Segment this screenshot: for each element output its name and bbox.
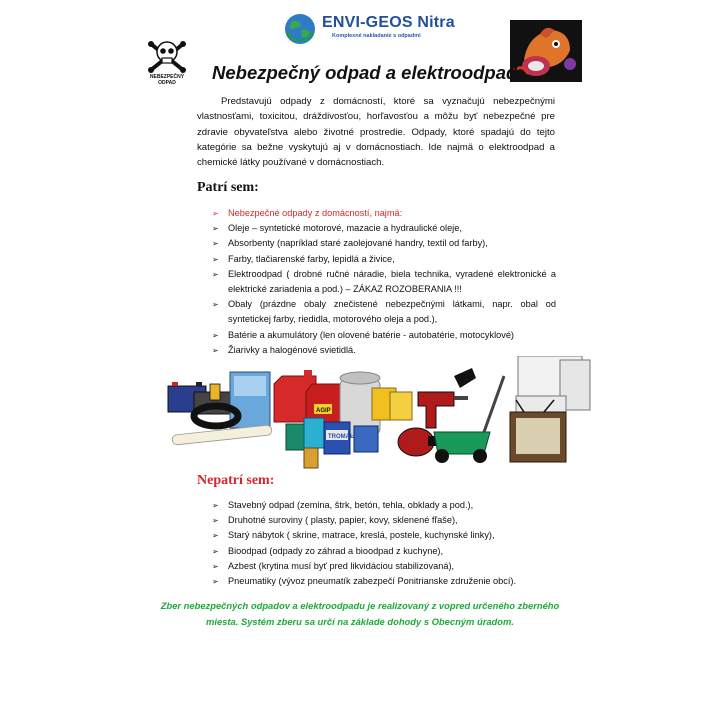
- arrow-bullet-icon: ➢: [212, 209, 219, 218]
- list-item: ➢ Stavebný odpad (zemina, štrk, betón, tehla, obklady a pod.),: [212, 498, 556, 513]
- intro-text: Predstavujú odpady z domácností, ktoré sa vyznačujú nebezpečnými vlastnosťami, toxicitou, dráždivosťou, horľavosťou a môžu byť nebezpečné pre zdravie obyvateľstva alebo životné prostredie. Odpady, ktoré spadajú do tejto kategórie sa bežne vyskytujú aj v domácnostiach. Ide najmä o elektroodpad a chemické látky používané v domácnostiach.: [197, 96, 555, 169]
- arrow-bullet-icon: ➢: [212, 546, 219, 556]
- list-item: ➢ Nebezpečné odpady z domácností, najmä:: [212, 206, 556, 221]
- list-item: ➢ Elektroodpad ( drobné ručné náradie, biela technika, vyradené elektronické a elektrické zariadenia a pod.) – ZÁKAZ ROZOBERANIA !!!: [212, 268, 556, 295]
- list-item: ➢ Druhotné suroviny ( plasty, papier, kovy, sklenené fľaše),: [212, 513, 556, 528]
- arrow-bullet-icon: ➢: [212, 577, 219, 587]
- logo-title: ENVI-GEOS Nitra: [322, 14, 455, 31]
- list-item: ➢ Oleje – syntetické motorové, mazacie a hydraulické oleje,: [212, 221, 556, 236]
- arrow-bullet-icon: ➢: [212, 501, 219, 510]
- arrow-bullet-icon: ➢: [212, 561, 219, 571]
- hazard-creature-illustration: [510, 20, 582, 82]
- battery-cell-icon: [210, 384, 220, 400]
- hazardous-waste-illustration: [164, 356, 604, 476]
- arrow-bullet-icon: ➢: [212, 300, 219, 310]
- list-item: ➢ Batérie a akumulátory (len olovené batérie - autobatérie, motocyklové): [212, 328, 556, 343]
- nepatri-heading: Nepatrí sem:: [197, 473, 275, 488]
- collection-note: Zber nebezpečných odpadov a elektroodpadu je realizovaný z vopred určeného zberného miesta. Systém zberu sa určí na základe dohody s Obecným úradom.: [160, 600, 560, 627]
- list-item: ➢ Pneumatiky (vývoz pneumatík zabezpečí Ponitrianske združenie obcí).: [212, 574, 556, 589]
- list-item: ➢ Obaly (prázdne obaly znečistené nebezpečnými látkami, napr. obal od syntetickej farby, riedidla, motorového oleja a pod.),: [212, 299, 556, 325]
- list-item: ➢ Farby, tlačiarenské farby, lepidlá a živice,: [212, 252, 556, 267]
- arrow-bullet-icon: ➢: [212, 269, 219, 279]
- chemical-can-icon: [286, 418, 378, 468]
- refrigerator-icon: [516, 356, 590, 414]
- svg-text:TROMAL: TROMAL: [328, 434, 354, 440]
- list-item: ➢ Absorbenty (napríklad staré zaolejované handry, textil od farby),: [212, 236, 556, 251]
- arrow-bullet-icon: ➢: [212, 345, 219, 355]
- arrow-bullet-icon: ➢: [212, 516, 219, 526]
- power-drill-icon: [418, 368, 476, 428]
- skull-caption: NEBEZPEČNÝ ODPAD: [149, 74, 185, 86]
- patri-list: [212, 206, 556, 358]
- paint-tin-icon: [372, 388, 412, 420]
- list-item: ➢ Starý nábytok ( skrine, matrace, kreslá, postele, kuchynské linky),: [212, 528, 556, 543]
- nepatri-list: [212, 498, 556, 589]
- list-item: ➢ Azbest (krytina musí byť pred likvidáciou stabilizovaná),: [212, 559, 556, 574]
- globe-logo-icon: [283, 12, 317, 46]
- arrow-bullet-icon: ➢: [212, 224, 219, 234]
- arrow-bullet-icon: ➢: [212, 239, 219, 249]
- skull-crossbones-icon: [146, 36, 188, 74]
- lawn-mower-icon: [434, 376, 504, 463]
- page-title: Nebezpečný odpad a elektroodpad: [212, 62, 518, 83]
- arrow-bullet-icon: ➢: [212, 254, 219, 264]
- list-item: ➢ Žiarivky a halogénové svietidlá.: [212, 343, 556, 358]
- svg-text:AGIP: AGIP: [316, 408, 331, 414]
- intro-paragraph: [197, 94, 555, 170]
- arrow-bullet-icon: ➢: [212, 330, 219, 340]
- logo-subtitle: Komplexné nakladanie s odpadmi: [332, 33, 421, 39]
- list-item: ➢ Bioodpad (odpady zo záhrad a bioodpad z kuchyne),: [212, 544, 556, 559]
- patri-heading: Patrí sem:: [197, 180, 259, 195]
- arrow-bullet-icon: ➢: [212, 531, 219, 541]
